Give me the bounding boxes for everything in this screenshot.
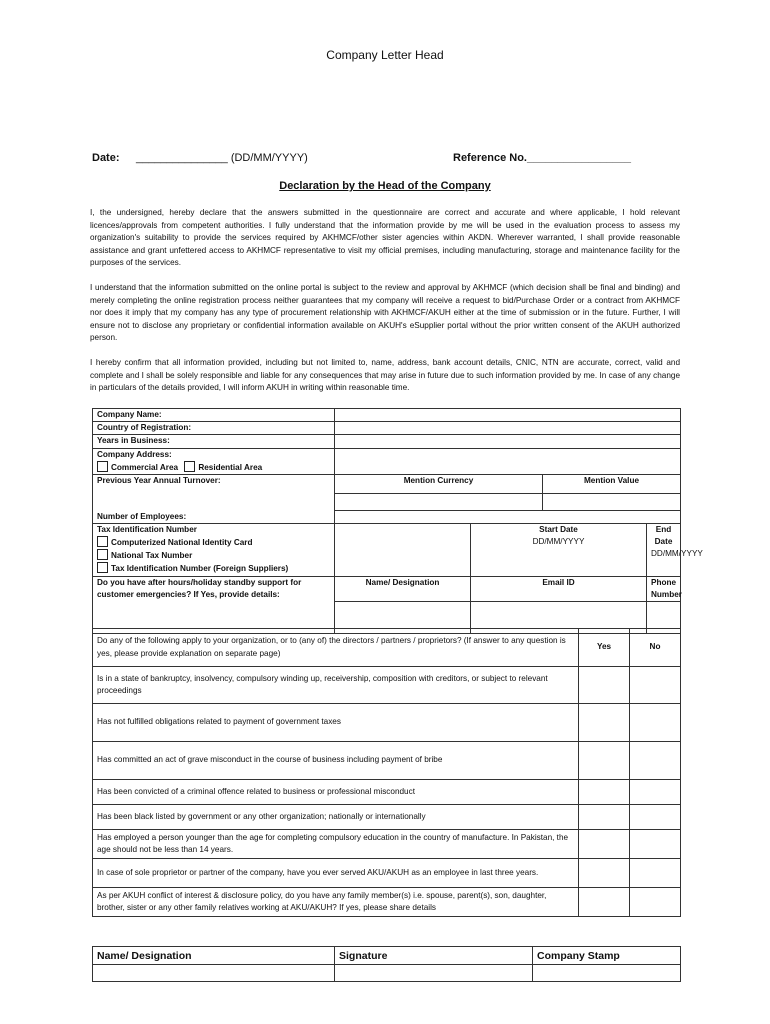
employees-label: Number of Employees: xyxy=(93,511,335,524)
no-header: No xyxy=(630,629,681,667)
declaration-title: Declaration by the Head of the Company xyxy=(279,180,491,192)
company-address-cell xyxy=(93,448,335,474)
no-answer-cell[interactable] xyxy=(630,859,681,888)
yes-answer-cell[interactable] xyxy=(579,780,630,805)
no-answer-cell[interactable] xyxy=(630,667,681,704)
declaration-paragraph: I understand that the information submitted on the online portal is subject to the review and approval by AKHMCF (which decision shall be final and binding) and merely completing the online registration process neither guarantees that my company will receive a request to bid/Purchase Order or a contract from AKHMCF nor does it imply that my company has any type of procurement relationship with AKHMCF/AKUH either at the time of submission or in the future. Further, I will ensure not to disclose any proprietary or confidential information available on AKUH's eSupplier portal without the prior written consent of the AKUH authorized person. xyxy=(90,283,680,343)
company-name-input[interactable] xyxy=(335,409,681,422)
employees-input[interactable] xyxy=(335,511,681,524)
name-designation-input[interactable] xyxy=(93,965,335,982)
yes-header: Yes xyxy=(579,629,630,667)
declaration-paragraph: I hereby confirm that all information provided, including but not limited to, name, address, bank account details, CNIC, NTN are accurate, correct, valid and complete and I shall be solely responsible and liable for any consequences that may arise in future due to such information provided by me. In case of any change in particulars of the details provided, I will inform AKUH in writing within reasonable time. xyxy=(90,358,680,393)
start-date-label: Start Date xyxy=(539,524,578,534)
cnic-checkbox[interactable] xyxy=(97,536,108,547)
years-input[interactable] xyxy=(335,435,681,448)
email-header: Email ID xyxy=(471,576,647,601)
yes-answer-cell[interactable] xyxy=(579,805,630,830)
mention-currency-label: Mention Currency xyxy=(335,475,543,494)
currency-input[interactable] xyxy=(335,494,543,511)
foreign-tin-label: Tax Identification Number (Foreign Suppliers) xyxy=(111,564,289,574)
declaration-paragraph: I, the undersigned, hereby declare that the answers submitted in the questionnaire are correct and accurate and where applicable, I hold relevant licences/approvals from competent authorities. I fully understand that the information provide by me will be used in the evaluation process to assess my organization's suitability to provide the services required by AKHMCF/other sister agencies within AKDN. Wherever warranted, I shall provide reasonable assistance and grant unfettered access to AKHMCF representative to visit my official premises, including manufacturing, storage and maintenance facility for the purposes of the services. xyxy=(90,208,680,268)
question-text: Has been convicted of a criminal offence related to business or professional misconduct xyxy=(93,780,579,805)
yes-answer-cell[interactable] xyxy=(579,888,630,917)
no-answer-cell[interactable] xyxy=(630,704,681,742)
question-text: In case of sole proprietor or partner of the company, have you ever served AKU/AKUH as an employee in last three years. xyxy=(93,859,579,888)
yes-answer-cell[interactable] xyxy=(579,742,630,780)
commercial-area-label: Commercial Area xyxy=(111,462,179,472)
reference-number-field[interactable]: Reference No._________________ xyxy=(453,152,631,164)
company-stamp-label: Company Stamp xyxy=(533,947,681,965)
cnic-label: Computerized National Identity Card xyxy=(111,537,253,547)
question-text: Has not fulfilled obligations related to payment of government taxes xyxy=(93,704,579,742)
question-text: As per AKUH conflict of interest & disclosure policy, do you have any family member(s) i.e. spouse, parent(s), son, daughter, brother, sister or any other family relatives working at AKU/AKUH? If yes, please share details xyxy=(93,888,579,917)
no-answer-cell[interactable] xyxy=(630,830,681,859)
name-designation-header: Name/ Designation xyxy=(335,576,471,601)
letterhead-title: Company Letter Head xyxy=(326,48,444,62)
question-text: Has been black listed by government or any other organization; nationally or internationally xyxy=(93,805,579,830)
name-designation-label: Name/ Designation xyxy=(93,947,335,965)
no-answer-cell[interactable] xyxy=(630,742,681,780)
years-label: Years in Business: xyxy=(93,435,335,448)
ntn-label: National Tax Number xyxy=(111,551,193,561)
support-question: Do you have after hours/holiday standby support for customer emergencies? If Yes, provide details: xyxy=(93,576,335,633)
start-date-format: DD/MM/YYYY xyxy=(532,536,585,546)
question-text: Has employed a person younger than the age for completing compulsory education in the country of manufacture. In Pakistan, the age should not be less than 14 years. xyxy=(93,830,579,859)
no-answer-cell[interactable] xyxy=(630,780,681,805)
value-input[interactable] xyxy=(543,494,681,511)
tax-id-input[interactable] xyxy=(335,523,471,576)
company-name-label: Company Name: xyxy=(93,409,335,422)
tax-id-cell xyxy=(93,523,335,576)
end-date-format: DD/MM/YYYY xyxy=(651,549,703,559)
country-input[interactable] xyxy=(335,422,681,435)
tax-id-label: Tax Identification Number xyxy=(97,524,197,534)
end-date-cell[interactable] xyxy=(647,523,703,576)
turnover-label: Previous Year Annual Turnover: xyxy=(93,475,335,511)
yes-answer-cell[interactable] xyxy=(579,859,630,888)
commercial-area-checkbox[interactable] xyxy=(97,461,108,472)
ntn-checkbox[interactable] xyxy=(97,549,108,560)
question-text: Is in a state of bankruptcy, insolvency, compulsory winding up, receivership, composition with creditors, or subject to relevant proceedings xyxy=(93,667,579,704)
phone-header: Phone Number xyxy=(647,576,681,601)
yes-answer-cell[interactable] xyxy=(579,704,630,742)
country-label: Country of Registration: xyxy=(93,422,335,435)
mention-value-label: Mention Value xyxy=(543,475,681,494)
compliance-questions-table xyxy=(92,628,681,917)
start-date-cell[interactable] xyxy=(471,523,647,576)
questions-header: Do any of the following apply to your organization, or to (any of) the directors / partners / proprietors? (If answer to any question is yes, please provide explanation on separate page) xyxy=(93,629,579,667)
residential-area-label: Residential Area xyxy=(198,462,263,472)
no-answer-cell[interactable] xyxy=(630,888,681,917)
signoff-table xyxy=(92,946,681,982)
date-field[interactable]: _______________ (DD/MM/YYYY) xyxy=(136,152,308,164)
signature-input[interactable] xyxy=(335,965,533,982)
yes-answer-cell[interactable] xyxy=(579,830,630,859)
signature-label: Signature xyxy=(335,947,533,965)
company-address-input[interactable] xyxy=(335,448,681,474)
yes-answer-cell[interactable] xyxy=(579,667,630,704)
end-date-label: End Date xyxy=(654,524,673,546)
no-answer-cell[interactable] xyxy=(630,805,681,830)
residential-area-checkbox[interactable] xyxy=(184,461,195,472)
company-details-table xyxy=(92,408,703,634)
question-text: Has committed an act of grave misconduct in the course of business including payment of bribe xyxy=(93,742,579,780)
date-label: Date: xyxy=(92,152,120,164)
company-address-label: Company Address: xyxy=(97,449,172,459)
foreign-tin-checkbox[interactable] xyxy=(97,562,108,573)
company-stamp-input[interactable] xyxy=(533,965,681,982)
